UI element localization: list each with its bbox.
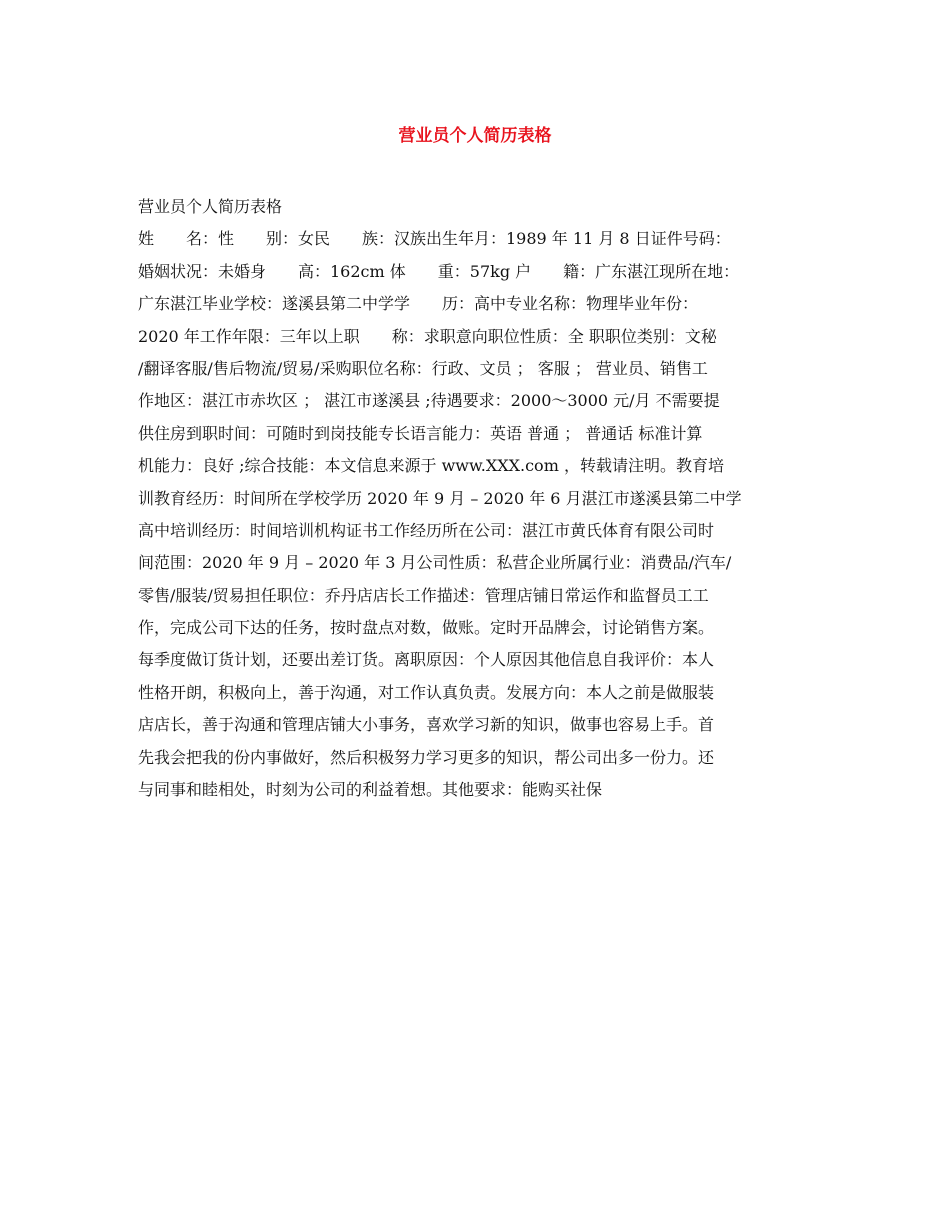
document-body [138,191,814,806]
body-line: 作地区：湛江市赤坎区 ； 湛江市遂溪县 ;待遇要求：2000～3000 元/月 不需要提 [138,391,720,411]
body-line: 间范围：2020 年 9 月 – 2020 年 3 月公司性质：私营企业所属行业：消费品/汽车/ [138,553,732,573]
body-line: 2020 年工作年限：三年以上职 称：求职意向职位性质：全 职职位类别：文秘 [138,326,717,346]
body-line: 高中培训经历：时间培训机构证书工作经历所在公司：湛江市黄氏体育有限公司时 [138,520,715,540]
body-line: 零售/服装/贸易担任职位：乔丹店店长工作描述：管理店铺日常运作和监督员工工 [138,585,709,605]
body-line: 每季度做订货计划，还要出差订货。离职原因：个人原因其他信息自我评价：本人 [138,650,715,670]
body-line: 机能力：良好 ;综合技能：本文信息来源于 www.XXX.com ，转载请注明。教育培 [138,456,724,476]
body-line: 广东湛江毕业学校：遂溪县第二中学学 历：高中专业名称：物理毕业年份： [138,294,699,314]
body-line: 店店长，善于沟通和管理店铺大小事务，喜欢学习新的知识，做事也容易上手。首 [138,715,715,735]
body-line: 先我会把我的份内事做好，然后积极努力学习更多的知识，帮公司出多一份力。还 [138,747,715,767]
body-line: /翻译客服/售后物流/贸易/采购职位名称：行政、文员 ； 客服 ； 营业员、销售工 [138,358,708,378]
body-line: 与同事和睦相处，时刻为公司的利益着想。其他要求：能购买社保 [138,780,603,800]
body-line: 姓 名：性 别：女民 族：汉族出生年月：1989 年 11 月 8 日证件号码： [138,229,731,249]
body-line: 供住房到职时间：可随时到岗技能专长语言能力：英语 普通 ； 普通话 标准计算 [138,423,703,443]
body-line: 性格开朗，积极向上，善于沟通，对工作认真负责。发展方向：本人之前是做服装 [138,682,715,702]
document-title: 营业员个人简历表格 [398,126,552,146]
body-line: 婚姻状况：未婚身 高：162cm 体 重：57kg 户 籍：广东湛江现所在地： [138,261,740,281]
body-line: 作，完成公司下达的任务，按时盘点对数，做账。定时开品牌会，讨论销售方案。 [138,618,715,638]
body-line: 训教育经历：时间所在学校学历 2020 年 9 月 – 2020 年 6 月湛江市遂溪县第二中学 [138,488,742,508]
body-line: 营业员个人简历表格 [138,197,283,216]
